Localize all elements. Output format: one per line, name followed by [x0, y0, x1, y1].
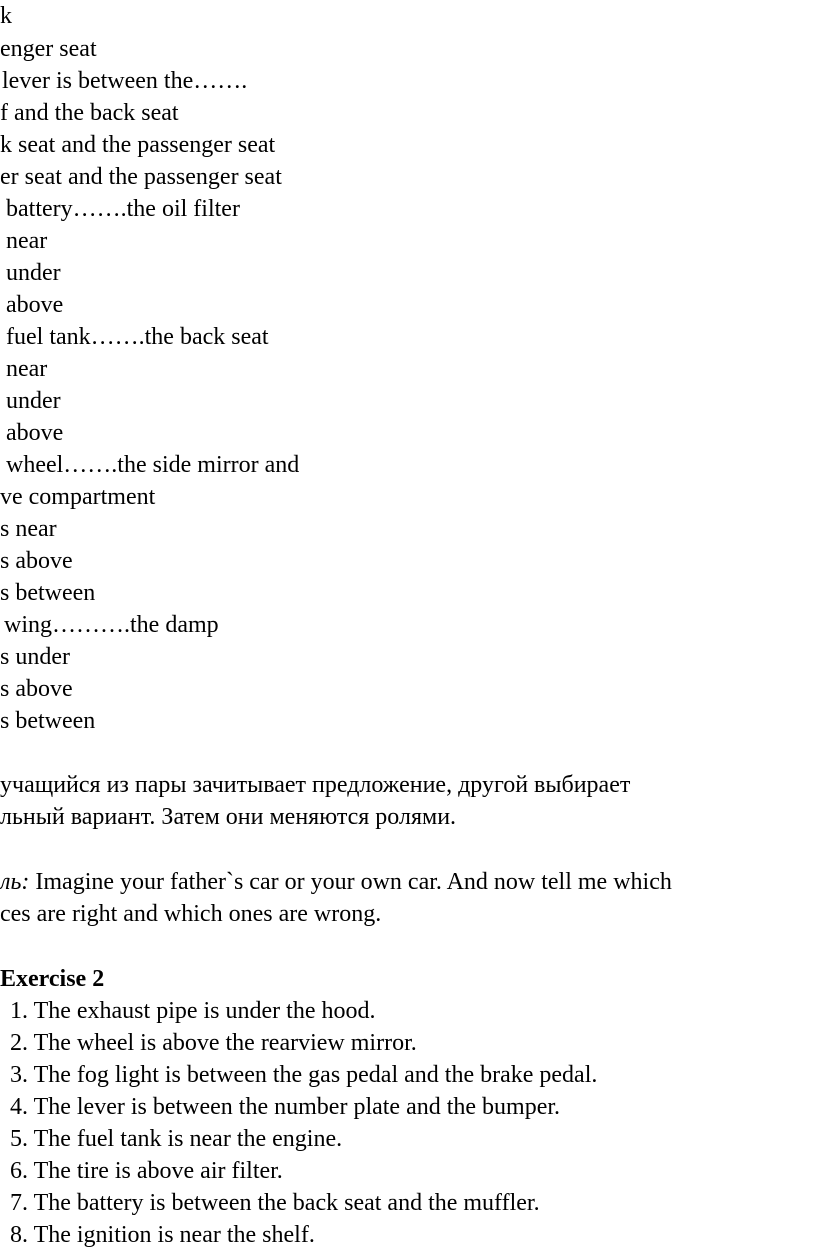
exercise-title: Exercise 2	[0, 966, 105, 992]
exercise-item: 1. The exhaust pipe is under the hood.	[10, 998, 376, 1024]
exercise-item: 6. The tire is above air filter.	[10, 1158, 283, 1184]
option-line: above	[6, 420, 64, 446]
option-line: s between	[0, 708, 96, 734]
instruction-line: учащийся из пары зачитывает предложение, другой выбирает	[0, 772, 631, 798]
option-line: k	[0, 3, 12, 29]
exercise-item: 2. The wheel is above the rearview mirror.	[10, 1030, 417, 1056]
option-line: s above	[0, 676, 73, 702]
option-line: s near	[0, 516, 57, 542]
teacher-prompt-line	[0, 866, 672, 898]
teacher-label: ль:	[0, 869, 30, 895]
exercise-item: 4. The lever is between the number plate and the bumper.	[10, 1094, 561, 1120]
option-line: k seat and the passenger seat	[0, 132, 276, 158]
option-line: under	[6, 260, 61, 286]
option-line: s above	[0, 548, 73, 574]
exercise-item: 3. The fog light is between the gas pedal and the brake pedal.	[10, 1062, 598, 1088]
instruction-line: льный вариант. Затем они меняются ролями.	[0, 804, 457, 830]
option-line: s between	[0, 580, 96, 606]
option-line: near	[6, 356, 48, 382]
option-line: above	[6, 292, 64, 318]
question-line: wing……….the damp	[4, 612, 219, 638]
question-line: wheel…….the side mirror and	[6, 452, 300, 478]
exercise-item: 8. The ignition is near the shelf.	[10, 1222, 315, 1248]
option-line: s under	[0, 644, 70, 670]
question-line: fuel tank…….the back seat	[6, 324, 269, 350]
question-line-continued: ve compartment	[0, 484, 156, 510]
question-line: lever is between the…….	[2, 68, 248, 94]
option-line: enger seat	[0, 36, 97, 62]
option-line: er seat and the passenger seat	[0, 164, 282, 190]
question-line: battery…….the oil filter	[6, 196, 240, 222]
option-line: near	[6, 228, 48, 254]
exercise-item: 5. The fuel tank is near the engine.	[10, 1126, 343, 1152]
option-line: under	[6, 388, 61, 414]
option-line: f and the back seat	[0, 100, 179, 126]
teacher-prompt-line: ces are right and which ones are wrong.	[0, 901, 382, 927]
teacher-prompt-text: Imagine your father`s car or your own car. And now tell me which	[29, 869, 672, 895]
exercise-item: 7. The battery is between the back seat and the muffler.	[10, 1190, 540, 1216]
